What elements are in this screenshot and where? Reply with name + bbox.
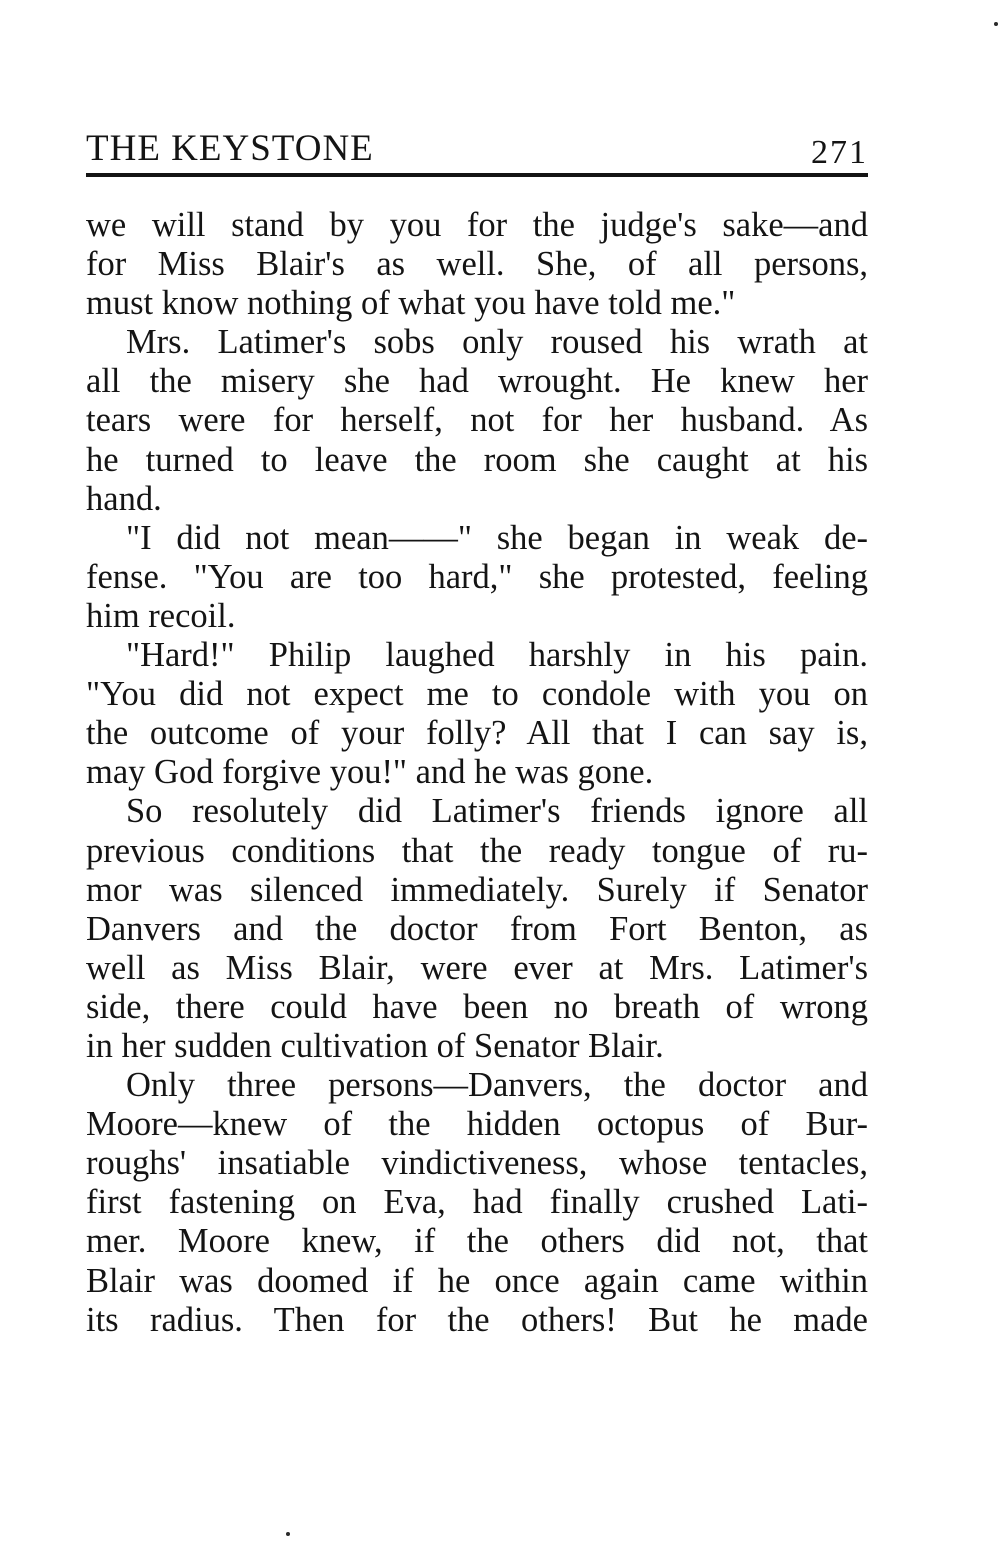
text-line: hand.: [86, 479, 162, 518]
text-line: Only three persons—Danvers, the doctor and: [126, 1066, 868, 1105]
print-speck: [994, 22, 998, 26]
text-line: its radius. Then for the others! But he made: [86, 1300, 868, 1339]
text-line: first fastening on Eva, had finally crushed Lati-: [86, 1183, 868, 1222]
text-line: fense. "You are too hard," she protested, feeling: [86, 557, 868, 596]
text-line: for Miss Blair's as well. She, of all persons,: [86, 245, 868, 284]
text-line: "You did not expect me to condole with you on: [86, 675, 868, 714]
text-line: in her sudden cultivation of Senator Blair.: [86, 1026, 664, 1065]
text-line: Mrs. Latimer's sobs only roused his wrath at: [126, 323, 868, 362]
text-line: previous conditions that the ready tongue of ru-: [86, 831, 868, 870]
text-line: Moore—knew of the hidden octopus of Bur-: [86, 1105, 868, 1144]
text-line: we will stand by you for the judge's sake—and: [86, 206, 868, 244]
text-line: Blair was doomed if he once again came within: [86, 1261, 868, 1300]
text-line: roughs' insatiable vindictiveness, whose tentacles,: [86, 1144, 868, 1183]
text-line: Danvers and the doctor from Fort Benton, as: [86, 909, 868, 948]
text-line: may God forgive you!" and he was gone.: [86, 753, 654, 792]
text-line: well as Miss Blair, were ever at Mrs. Latimer's: [86, 948, 868, 987]
text-line: mor was silenced immediately. Surely if Senator: [86, 870, 868, 909]
text-line: he turned to leave the room she caught at his: [86, 440, 868, 479]
text-line: "I did not mean——" she began in weak de-: [126, 518, 868, 557]
running-head: [86, 126, 868, 172]
text-line: mer. Moore knew, if the others did not, that: [86, 1222, 868, 1261]
header-rule: [86, 173, 868, 177]
text-line: So resolutely did Latimer's friends ignore all: [126, 792, 868, 831]
page-number: 271: [811, 134, 868, 171]
text-line: all the misery she had wrought. He knew her: [86, 362, 868, 401]
text-line: the outcome of your folly? All that I can say is,: [86, 714, 868, 753]
text-line: tears were for herself, not for her husband. As: [86, 401, 868, 440]
text-line: "Hard!" Philip laughed harshly in his pain.: [126, 636, 868, 675]
running-title: THE KEYSTONE: [86, 128, 374, 169]
text-line: side, there could have been no breath of wrong: [86, 987, 868, 1026]
text-line: him recoil.: [86, 596, 236, 635]
body-text: [86, 206, 868, 1340]
print-speck: [286, 1532, 290, 1536]
text-line: must know nothing of what you have told me.": [86, 284, 736, 323]
